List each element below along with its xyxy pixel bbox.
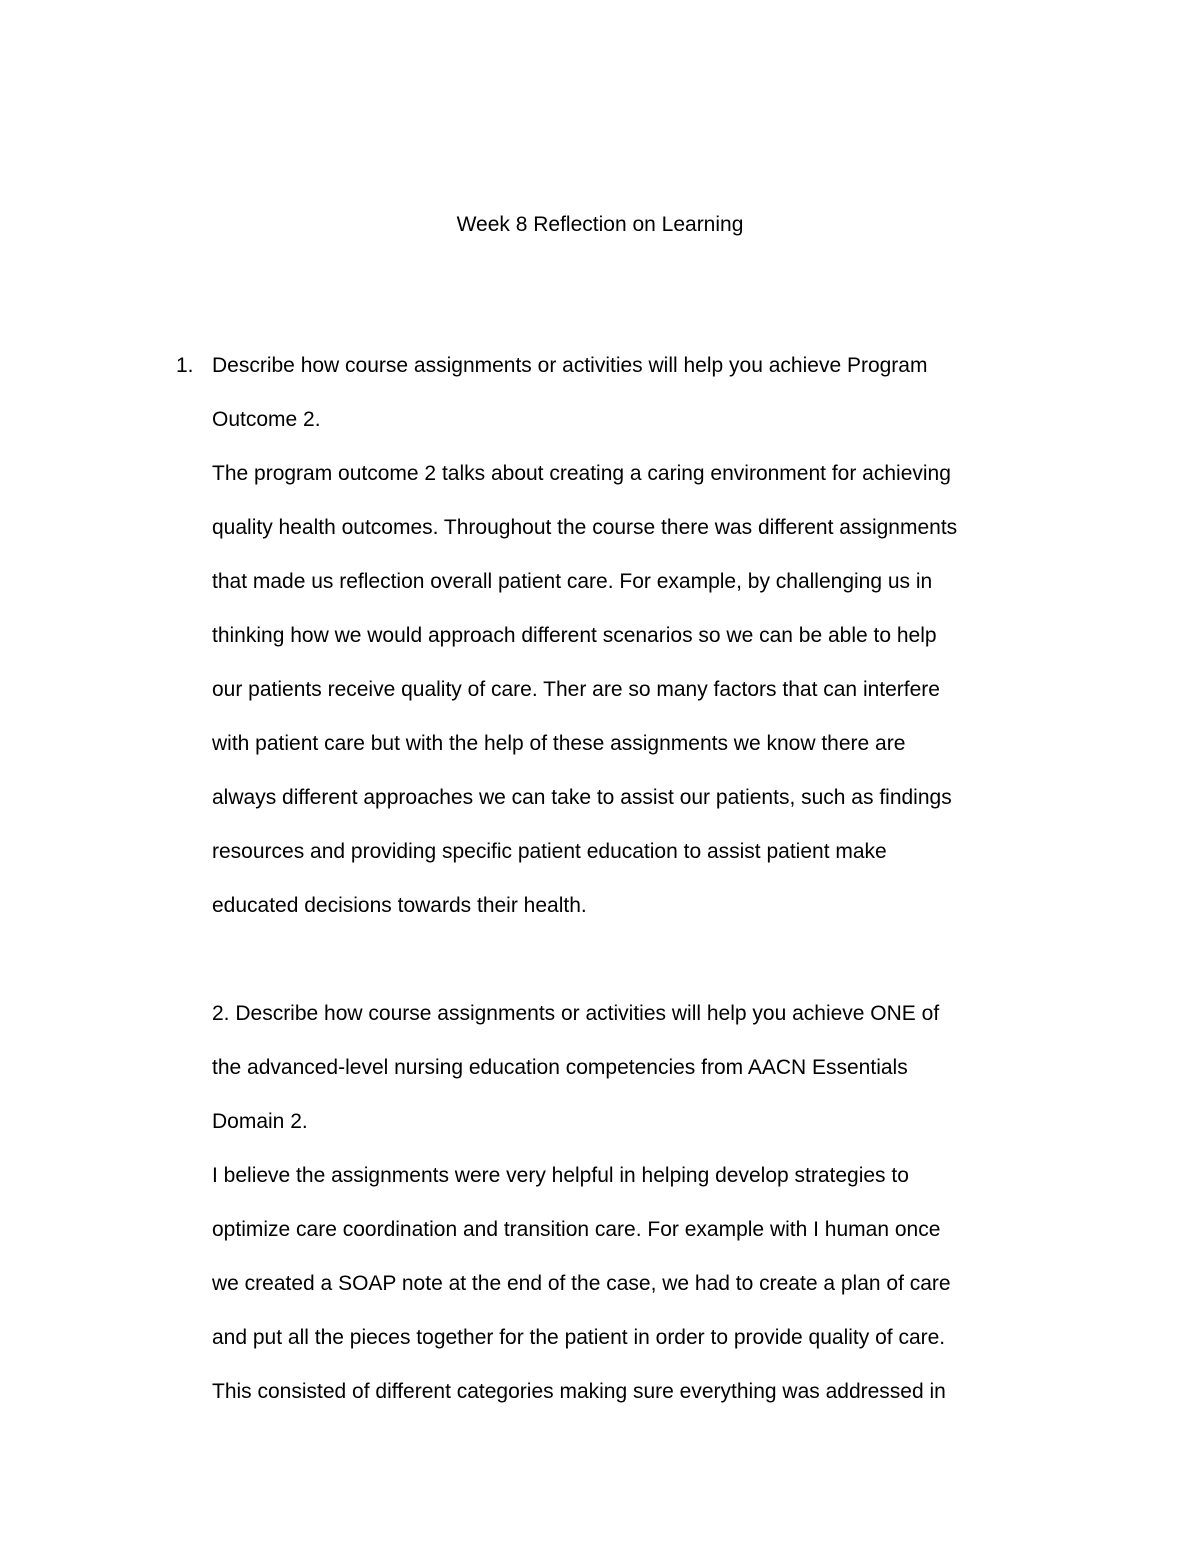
q2-answer-line: and put all the pieces together for the patient in order to provide quality of care. xyxy=(212,1326,946,1349)
q1-answer-line: with patient care but with the help of these assignments we know there are xyxy=(212,732,906,755)
q1-answer-line: educated decisions towards their health. xyxy=(212,894,587,917)
q1-number: 1. xyxy=(176,354,194,377)
q1-answer-line: The program outcome 2 talks about creating a caring environment for achieving xyxy=(212,462,951,485)
q2-answer-line: we created a SOAP note at the end of the case, we had to create a plan of care xyxy=(212,1272,951,1295)
q1-answer-line: always different approaches we can take to assist our patients, such as findings xyxy=(212,786,952,809)
q1-answer-line: our patients receive quality of care. Ther are so many factors that can interfere xyxy=(212,678,940,701)
document-title: Week 8 Reflection on Learning xyxy=(456,213,744,236)
q2-answer-line: I believe the assignments were very helpful in helping develop strategies to xyxy=(212,1164,909,1187)
q1-question-line: Describe how course assignments or activities will help you achieve Program xyxy=(212,354,928,377)
q2-question-line: 2. Describe how course assignments or activities will help you achieve ONE of xyxy=(212,1002,940,1025)
q2-answer-line: optimize care coordination and transition care. For example with I human once xyxy=(212,1218,941,1241)
q2-question-line: Domain 2. xyxy=(212,1110,308,1133)
q2-answer-line: This consisted of different categories making sure everything was addressed in xyxy=(212,1380,946,1403)
q1-question-line: Outcome 2. xyxy=(212,408,321,431)
q1-answer-line: that made us reflection overall patient care. For example, by challenging us in xyxy=(212,570,933,593)
q1-answer-line: thinking how we would approach different scenarios so we can be able to help xyxy=(212,624,937,647)
q1-answer-line: resources and providing specific patient education to assist patient make xyxy=(212,840,887,863)
q1-answer-line: quality health outcomes. Throughout the course there was different assignments xyxy=(212,516,958,539)
q2-question-line: the advanced-level nursing education competencies from AACN Essentials xyxy=(212,1056,908,1079)
